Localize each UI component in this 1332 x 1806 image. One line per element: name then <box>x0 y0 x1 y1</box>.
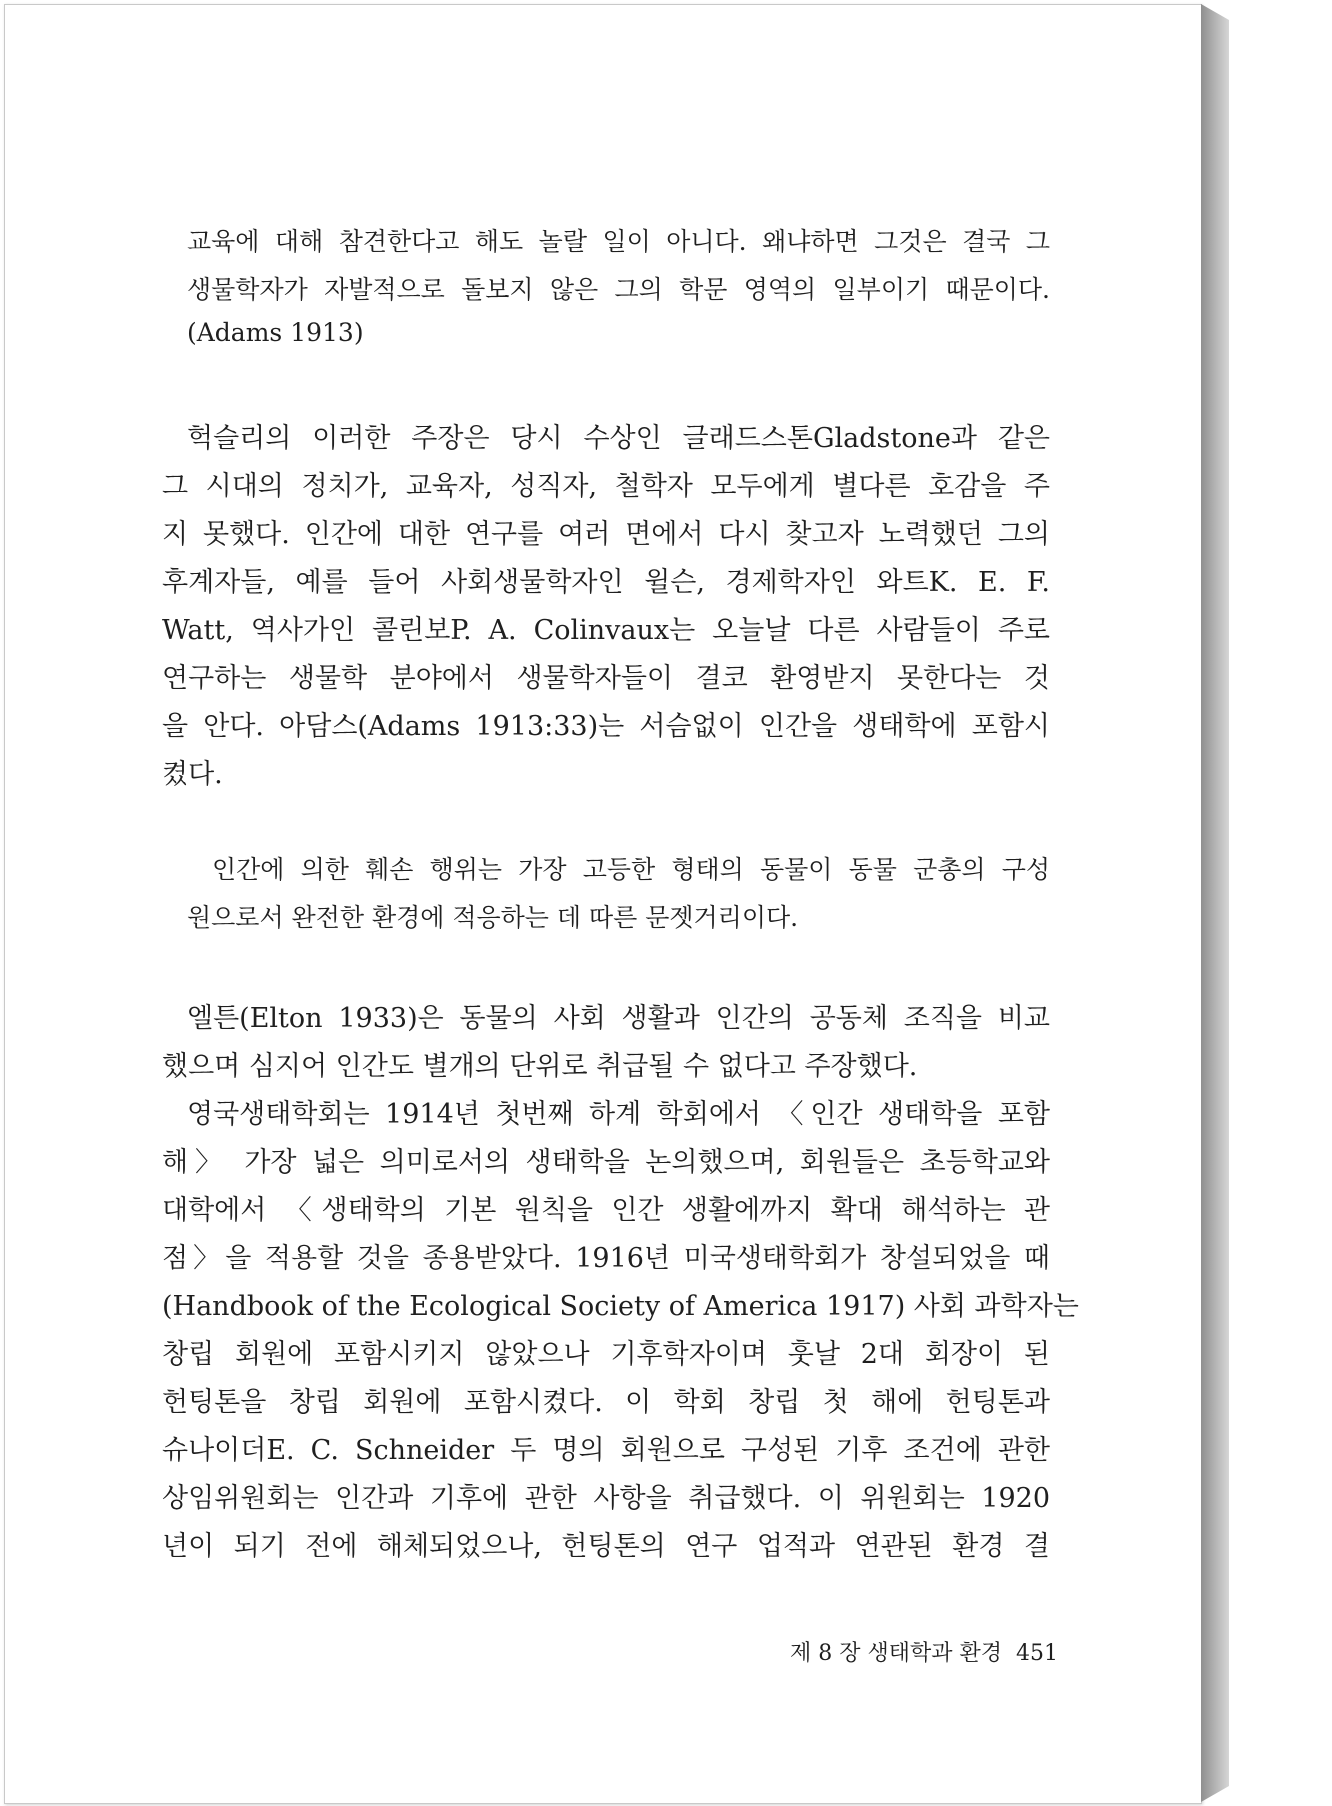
paragraph-line: 지 못했다. 인간에 대한 연구를 여러 면에서 다시 찾고자 노력했던 그의 <box>162 519 1050 550</box>
page-stack-edge <box>1201 4 1231 1802</box>
page-footer <box>790 1636 1058 1667</box>
paragraph-line: 창립 회원에 포함시키지 않았으나 기후학자이며 훗날 2대 회장이 된 <box>162 1339 1050 1370</box>
paragraph-line: 헉슬리의 이러한 주장은 당시 수상인 글래드스톤Gladstone과 같은 <box>187 423 1050 454</box>
paragraph-line: 연구하는 생물학 분야에서 생물학자들이 결코 환영받지 못한다는 것 <box>162 663 1050 694</box>
paragraph-line: Watt, 역사가인 콜린보P. A. Colinvaux는 오늘날 다른 사람들이 주로 <box>162 615 1050 646</box>
paragraph-line: 그 시대의 정치가, 교육자, 성직자, 철학자 모두에게 별다른 호감을 주 <box>162 471 1050 502</box>
quote-line: 원으로서 완전한 환경에 적응하는 데 따른 문젯거리이다. <box>187 903 799 932</box>
paragraph-line: 엘튼(Elton 1933)은 동물의 사회 생활과 인간의 공동체 조직을 비교 <box>187 1003 1050 1034</box>
page-number: 451 <box>1016 1641 1058 1666</box>
paragraph-line: 을 안다. 아담스(Adams 1913:33)는 서슴없이 인간을 생태학에 포함시 <box>162 711 1050 742</box>
paragraph-line: 후계자들, 예를 들어 사회생물학자인 윌슨, 경제학자인 와트K. E. F. <box>162 567 1050 598</box>
paragraph-line: 상임위원회는 인간과 기후에 관한 사항을 취급했다. 이 위원회는 1920 <box>162 1483 1050 1514</box>
paragraph-line: 해〉 가장 넓은 의미로서의 생태학을 논의했으며, 회원들은 초등학교와 <box>162 1147 1050 1178</box>
paragraph-line: 년이 되기 전에 해체되었으나, 헌팅톤의 연구 업적과 연관된 환경 결 <box>162 1531 1050 1562</box>
quote-line: 교육에 대해 참견한다고 해도 놀랄 일이 아니다. 왜냐하면 그것은 결국 그 <box>187 227 1050 256</box>
paragraph-line: 헌팅톤을 창립 회원에 포함시켰다. 이 학회 창립 첫 해에 헌팅톤과 <box>162 1387 1050 1418</box>
paragraph-line: 대학에서 〈생태학의 기본 원칙을 인간 생활에까지 확대 해석하는 관 <box>162 1195 1050 1226</box>
paragraph-line: 점〉을 적용할 것을 종용받았다. 1916년 미국생태학회가 창설되었을 때 <box>162 1243 1050 1274</box>
quote-citation: (Adams 1913) <box>187 318 364 347</box>
paragraph-line: 슈나이더E. C. Schneider 두 명의 회원으로 구성된 기후 조건에 관한 <box>162 1435 1050 1466</box>
paragraph-line: 켰다. <box>162 759 223 790</box>
paragraph-line: 했으며 심지어 인간도 별개의 단위로 취급될 수 없다고 주장했다. <box>162 1051 918 1082</box>
quote-line: 생물학자가 자발적으로 돌보지 않은 그의 학문 영역의 일부이기 때문이다. <box>187 275 1050 304</box>
running-head: 제 8 장 생태학과 환경 <box>790 1641 1002 1666</box>
quote-line: 인간에 의한 훼손 행위는 가장 고등한 형태의 동물이 동물 군총의 구성 <box>212 855 1050 884</box>
paragraph-line: 영국생태학회는 1914년 첫번째 하계 학회에서 〈인간 생태학을 포함 <box>187 1099 1050 1130</box>
page-edge-shadow <box>1201 4 1231 1802</box>
paragraph-line: (Handbook of the Ecological Society of America 1917) 사회 과학자는 <box>162 1291 1079 1322</box>
